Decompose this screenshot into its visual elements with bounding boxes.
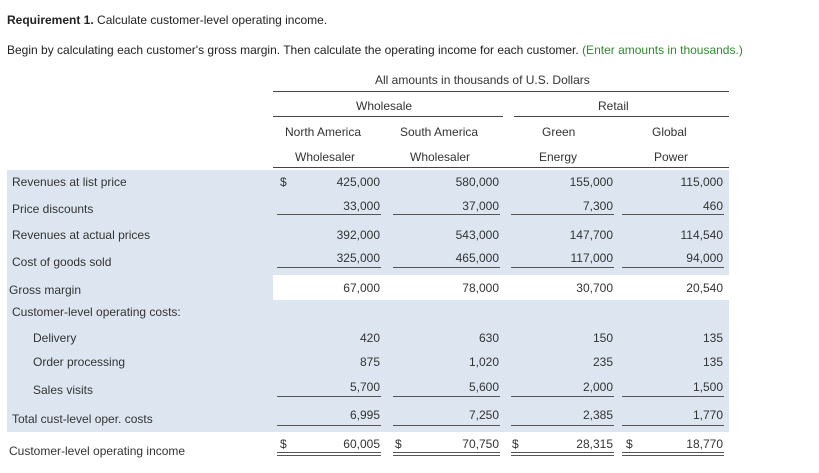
subtotal-rule bbox=[277, 425, 381, 426]
cell-delivery-green: 150 bbox=[592, 331, 613, 345]
cell-total-costs-sa: 7,250 bbox=[468, 408, 499, 422]
requirement-number: Requirement 1. bbox=[7, 13, 94, 27]
double-rule-bottom bbox=[277, 455, 381, 456]
row-label-cogs: Cost of goods sold bbox=[12, 255, 112, 269]
instruction-line bbox=[7, 43, 743, 57]
currency-sign: $ bbox=[395, 437, 402, 451]
subtotal-rule bbox=[277, 214, 381, 215]
cell-revenues-list-green: 155,000 bbox=[569, 175, 613, 189]
cell-operating-income-na: 60,005 bbox=[343, 437, 380, 451]
double-rule-bottom bbox=[393, 455, 500, 456]
table-caption: All amounts in thousands of U.S. Dollars bbox=[375, 73, 590, 87]
currency-sign: $ bbox=[280, 437, 287, 451]
subtotal-rule bbox=[277, 267, 381, 268]
col-header-global-line1: Global bbox=[652, 125, 687, 139]
requirement-text: Calculate customer-level operating income. bbox=[93, 13, 328, 27]
subtotal-rule bbox=[511, 267, 614, 268]
col-header-na-line2: Wholesaler bbox=[295, 150, 356, 164]
subtotal-rule bbox=[393, 396, 500, 397]
cell-order-processing-sa: 1,020 bbox=[468, 355, 499, 369]
subtotal-rule bbox=[393, 214, 500, 215]
cell-cogs-global: 94,000 bbox=[686, 251, 723, 265]
double-rule-top bbox=[511, 452, 614, 453]
cell-cogs-sa: 465,000 bbox=[455, 251, 499, 265]
row-label-gross-margin: Gross margin bbox=[9, 283, 82, 297]
cell-gross-margin-na: 67,000 bbox=[343, 281, 380, 295]
cell-operating-income-global: 18,770 bbox=[686, 437, 723, 451]
subtotal-rule bbox=[511, 214, 614, 215]
cell-operating-income-green: 28,315 bbox=[576, 437, 613, 451]
subtotal-rule bbox=[511, 425, 614, 426]
col-header-green-line2: Energy bbox=[539, 150, 578, 164]
subtotal-rule bbox=[511, 396, 614, 397]
double-rule-top bbox=[277, 452, 381, 453]
cell-revenues-actual-na: 392,000 bbox=[336, 228, 380, 242]
subtotal-rule bbox=[622, 425, 724, 426]
cell-order-processing-na: 875 bbox=[359, 355, 380, 369]
subtotal-rule bbox=[622, 214, 724, 215]
currency-sign: $ bbox=[626, 437, 633, 451]
row-label-price-discounts: Price discounts bbox=[12, 202, 94, 216]
row-label-order-processing: Order processing bbox=[33, 355, 126, 369]
cell-revenues-list-na: 425,000 bbox=[336, 175, 380, 189]
group-wholesale: Wholesale bbox=[356, 99, 413, 113]
cell-revenues-actual-sa: 543,000 bbox=[455, 228, 499, 242]
cell-price-discounts-green: 7,300 bbox=[582, 199, 613, 213]
cell-price-discounts-global: 460 bbox=[702, 199, 723, 213]
row-label-revenues-list: Revenues at list price bbox=[12, 175, 127, 189]
caption-rule bbox=[273, 91, 729, 92]
cell-revenues-actual-global: 114,540 bbox=[680, 228, 723, 242]
col-header-green-line1: Green bbox=[542, 125, 576, 139]
row-label-sales-visits: Sales visits bbox=[33, 383, 94, 397]
cell-order-processing-global: 135 bbox=[702, 355, 723, 369]
cell-gross-margin-global: 20,540 bbox=[686, 281, 723, 295]
cell-total-costs-green: 2,385 bbox=[582, 408, 613, 422]
subtotal-rule bbox=[622, 396, 724, 397]
cell-sales-visits-na: 5,700 bbox=[349, 380, 380, 394]
row-label-total-costs: Total cust-level oper. costs bbox=[12, 412, 153, 426]
cell-delivery-global: 135 bbox=[702, 331, 723, 345]
requirement-heading bbox=[7, 13, 327, 27]
col-header-sa-line1: South America bbox=[400, 125, 479, 139]
instruction-text: Begin by calculating each customer's gross margin. Then calculate the operating income for each customer. bbox=[7, 43, 579, 57]
cell-gross-margin-green: 30,700 bbox=[576, 281, 613, 295]
row-label-operating-income: Customer-level operating income bbox=[9, 444, 186, 458]
cell-cogs-green: 117,000 bbox=[570, 251, 613, 265]
double-rule-bottom bbox=[622, 455, 724, 456]
subtotal-rule bbox=[622, 267, 724, 268]
row-label-cust-costs-header: Customer-level operating costs: bbox=[12, 305, 181, 319]
subtotal-rule bbox=[393, 267, 500, 268]
cell-total-costs-na: 6,995 bbox=[349, 408, 380, 422]
header-bottom-rule bbox=[273, 167, 729, 168]
subtotal-rule bbox=[393, 425, 500, 426]
row-label-revenues-actual: Revenues at actual prices bbox=[12, 228, 151, 242]
double-rule-bottom bbox=[511, 455, 614, 456]
cell-price-discounts-na: 33,000 bbox=[343, 199, 380, 213]
cell-order-processing-green: 235 bbox=[592, 355, 613, 369]
cell-sales-visits-global: 1,500 bbox=[692, 380, 723, 394]
row-label-delivery: Delivery bbox=[33, 331, 77, 345]
cell-total-costs-global: 1,770 bbox=[692, 408, 723, 422]
col-header-na-line1: North America bbox=[285, 125, 362, 139]
currency-sign: $ bbox=[512, 437, 519, 451]
retail-rule bbox=[514, 116, 729, 117]
group-retail: Retail bbox=[598, 99, 629, 113]
instruction-hint: (Enter amounts in thousands.) bbox=[582, 43, 743, 57]
col-header-sa-line2: Wholesaler bbox=[410, 150, 471, 164]
cell-delivery-sa: 630 bbox=[478, 331, 499, 345]
cell-revenues-actual-green: 147,700 bbox=[569, 228, 613, 242]
cell-sales-visits-sa: 5,600 bbox=[468, 380, 499, 394]
wholesale-rule bbox=[273, 116, 503, 117]
cell-operating-income-sa: 70,750 bbox=[462, 437, 499, 451]
double-rule-top bbox=[622, 452, 724, 453]
currency-sign: $ bbox=[280, 175, 287, 189]
double-rule-top bbox=[393, 452, 500, 453]
cell-cogs-na: 325,000 bbox=[336, 251, 380, 265]
cell-price-discounts-sa: 37,000 bbox=[462, 199, 499, 213]
cell-sales-visits-green: 2,000 bbox=[582, 380, 613, 394]
cell-revenues-list-global: 115,000 bbox=[680, 175, 723, 189]
col-header-global-line2: Power bbox=[654, 150, 689, 164]
cell-revenues-list-sa: 580,000 bbox=[455, 175, 499, 189]
cell-gross-margin-sa: 78,000 bbox=[462, 281, 499, 295]
cell-delivery-na: 420 bbox=[359, 331, 380, 345]
subtotal-rule bbox=[277, 396, 381, 397]
